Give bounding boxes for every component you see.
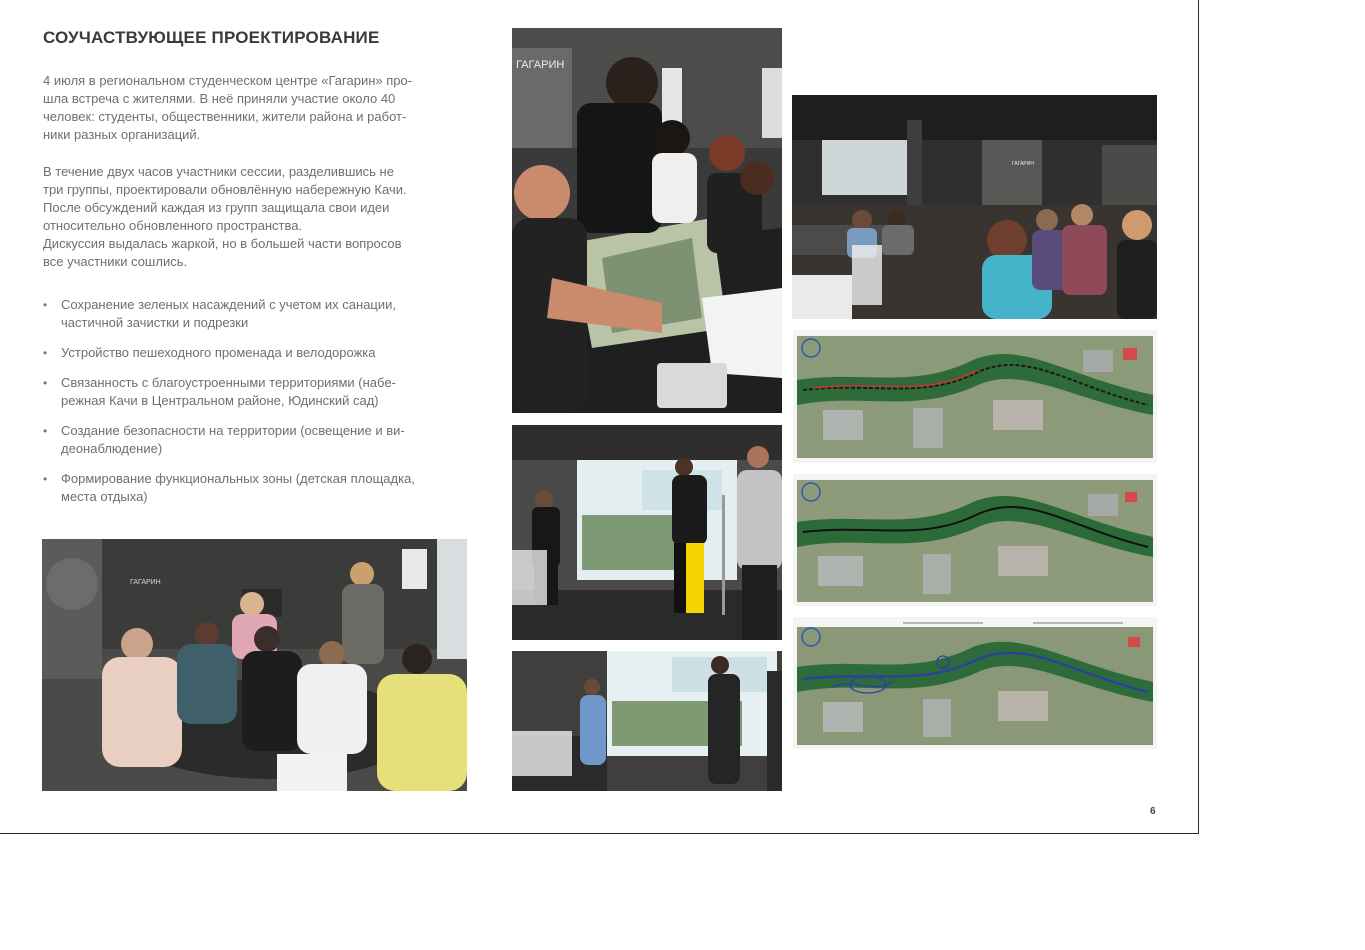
list-item xyxy=(43,344,473,362)
embankment-map-drawing xyxy=(793,474,1157,606)
bullet-icon: • xyxy=(43,424,48,438)
presentation-photo xyxy=(512,425,782,640)
bullet-icon: • xyxy=(43,472,48,486)
bullet-icon: • xyxy=(43,346,48,360)
session-line: все участники сошлись. xyxy=(43,254,188,269)
page-title: СОУЧАСТВУЮЩЕЕ ПРОЕКТИРОВАНИЕ xyxy=(43,28,380,47)
bullet-icon: • xyxy=(43,298,48,312)
list-item-line: места отдыха) xyxy=(61,489,148,504)
hall-audience-photo xyxy=(792,95,1157,319)
intro-line: человек: студенты, общественники, жители района и работ- xyxy=(43,109,407,124)
intro-line: шла встреча с жителями. В неё приняли участие около 40 xyxy=(43,91,396,106)
session-line: Дискуссия выдалась жаркой, но в большей части вопросов xyxy=(43,236,402,251)
list-item xyxy=(43,470,473,506)
presentation-photo xyxy=(512,651,782,791)
list-item-line: Формирование функциональных зоны (детская площадка, xyxy=(61,471,415,486)
list-item xyxy=(43,374,473,410)
list-item xyxy=(43,422,473,458)
embankment-map-drawing xyxy=(793,330,1157,463)
outcomes-list xyxy=(43,296,473,506)
gagarin-sign-text: ГАГАРИН xyxy=(1012,161,1034,167)
group-discussion-photo xyxy=(42,539,467,791)
session-line: В течение двух часов участники сессии, разделившись не xyxy=(43,164,394,179)
session-line: три группы, проектировали обновлённую набережную Качи. xyxy=(43,182,407,197)
gagarin-sign-text: ГАГАРИН xyxy=(130,579,161,586)
list-item-line: Устройство пешеходного променада и велодорожка xyxy=(61,345,376,360)
list-item xyxy=(43,296,473,332)
page-number: 6 xyxy=(1150,806,1156,817)
list-item-line: Сохранение зеленых насаждений с учетом их санации, xyxy=(61,297,397,312)
intro-paragraph xyxy=(43,72,473,144)
embankment-map-drawing xyxy=(793,617,1157,749)
session-paragraph xyxy=(43,163,473,271)
gagarin-sign-text: ГАГАРИН xyxy=(516,59,565,71)
list-item-line: Связанность с благоустроенными территориями (набе- xyxy=(61,375,396,390)
list-item-line: режная Качи в Центральном районе, Юдинский сад) xyxy=(61,393,379,408)
session-line: относительно обновленного пространства. xyxy=(43,218,303,233)
list-item-line: Создание безопасности на территории (освещение и ви- xyxy=(61,423,405,438)
intro-line: 4 июля в региональном студенческом центре «Гагарин» про- xyxy=(43,73,413,88)
bullet-icon: • xyxy=(43,376,48,390)
list-item-line: частичной зачистки и подрезки xyxy=(61,315,249,330)
intro-line: ники разных организаций. xyxy=(43,127,201,142)
table-planning-photo xyxy=(512,28,782,413)
session-line: После обсуждений каждая из групп защищала свои идеи xyxy=(43,200,390,215)
list-item-line: деонаблюдение) xyxy=(61,441,163,456)
